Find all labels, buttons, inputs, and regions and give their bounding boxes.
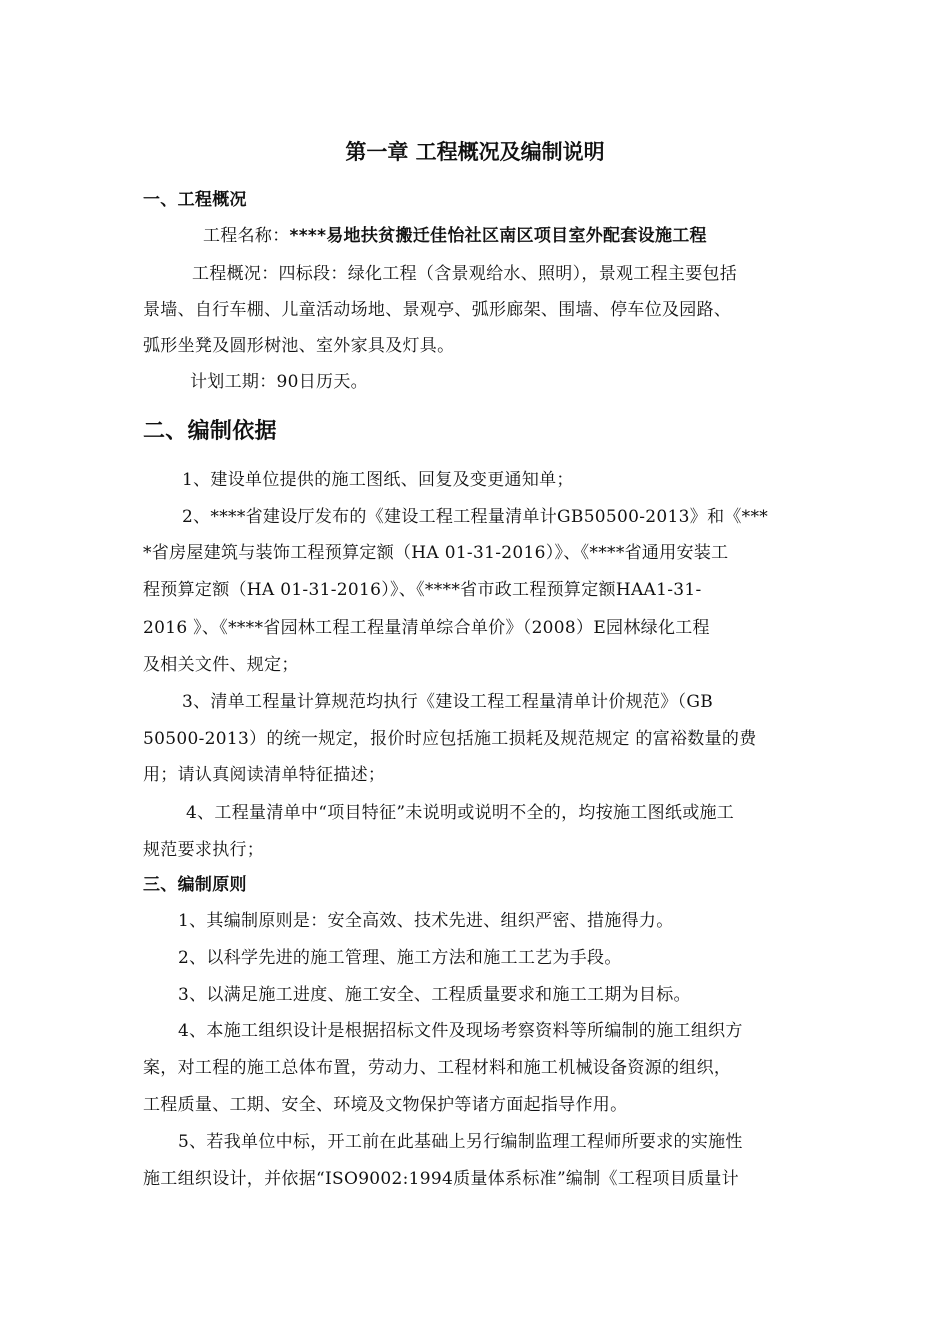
basis-line: 2、****省建设厅发布的《建设工程工程量清单计GB50500-2013》和《*** [182, 507, 769, 527]
project-name-label: 工程名称： [203, 226, 290, 246]
principle-line: 案，对工程的施工总体布置，劳动力、工程材料和施工机械设备资源的组织， [143, 1058, 732, 1078]
basis-line: 1、建设单位提供的施工图纸、回复及变更通知单； [182, 470, 574, 490]
basis-line: 3、清单工程量计算规范均执行《建设工程工程量清单计价规范》（GB [182, 692, 713, 712]
section-heading-principles: 三、编制原则 [143, 875, 247, 895]
principle-line: 5、若我单位中标，开工前在此基础上另行编制监理工程师所要求的实施性 [178, 1132, 743, 1152]
project-name-line [203, 224, 868, 248]
principle-line: 工程质量、工期、安全、环境及文物保护等诸方面起指导作用。 [143, 1095, 628, 1115]
basis-line: *省房屋建筑与装饰工程预算定额（HA 01-31-2016）》、《****省通用安装工 [143, 543, 729, 563]
basis-line: 程预算定额（HA 01-31-2016）》、《****省市政工程预算定额HAA1-31- [143, 580, 702, 600]
basis-line: 用；请认真阅读清单特征描述； [143, 765, 386, 785]
section-heading-overview: 一、工程概况 [143, 190, 247, 210]
basis-line: 2016 》、《****省园林工程工程量清单综合单价》（2008）E园林绿化工程 [143, 618, 710, 638]
principle-line: 4、本施工组织设计是根据招标文件及现场考察资料等所编制的施工组织方 [178, 1021, 743, 1041]
basis-line: 50500-2013）的统一规定，报价时应包括施工损耗及规范规定 的富裕数量的费 [143, 729, 757, 749]
basis-line: 及相关文件、规定； [143, 655, 299, 675]
basis-line: 规范要求执行； [143, 840, 265, 860]
principle-line: 1、其编制原则是：安全高效、技术先进、组织严密、措施得力。 [178, 911, 674, 931]
principle-line: 施工组织设计，并依据“ISO9002:1994质量体系标准”编制《工程项目质量计 [143, 1169, 739, 1189]
project-name-value: ****易地扶贫搬迁佳怡社区南区项目室外配套设施工程 [289, 226, 707, 246]
overview-line: 工程概况：四标段：绿化工程（含景观给水、照明），景观工程主要包括 [192, 264, 738, 284]
schedule-line: 计划工期：90日历天。 [190, 372, 368, 392]
section-heading-basis: 二、编制依据 [143, 419, 277, 444]
chapter-title: 第一章 工程概况及编制说明 [345, 140, 605, 164]
basis-line: 4、工程量清单中“项目特征”未说明或说明不全的，均按施工图纸或施工 [186, 803, 735, 823]
principle-line: 3、以满足施工进度、施工安全、工程质量要求和施工工期为目标。 [178, 985, 691, 1005]
overview-line: 弧形坐凳及圆形树池、室外家具及灯具。 [143, 336, 455, 356]
principle-line: 2、以科学先进的施工管理、施工方法和施工工艺为手段。 [178, 948, 622, 968]
overview-line: 景墙、自行车棚、儿童活动场地、景观亭、弧形廊架、围墙、停车位及园路、 [143, 300, 732, 320]
